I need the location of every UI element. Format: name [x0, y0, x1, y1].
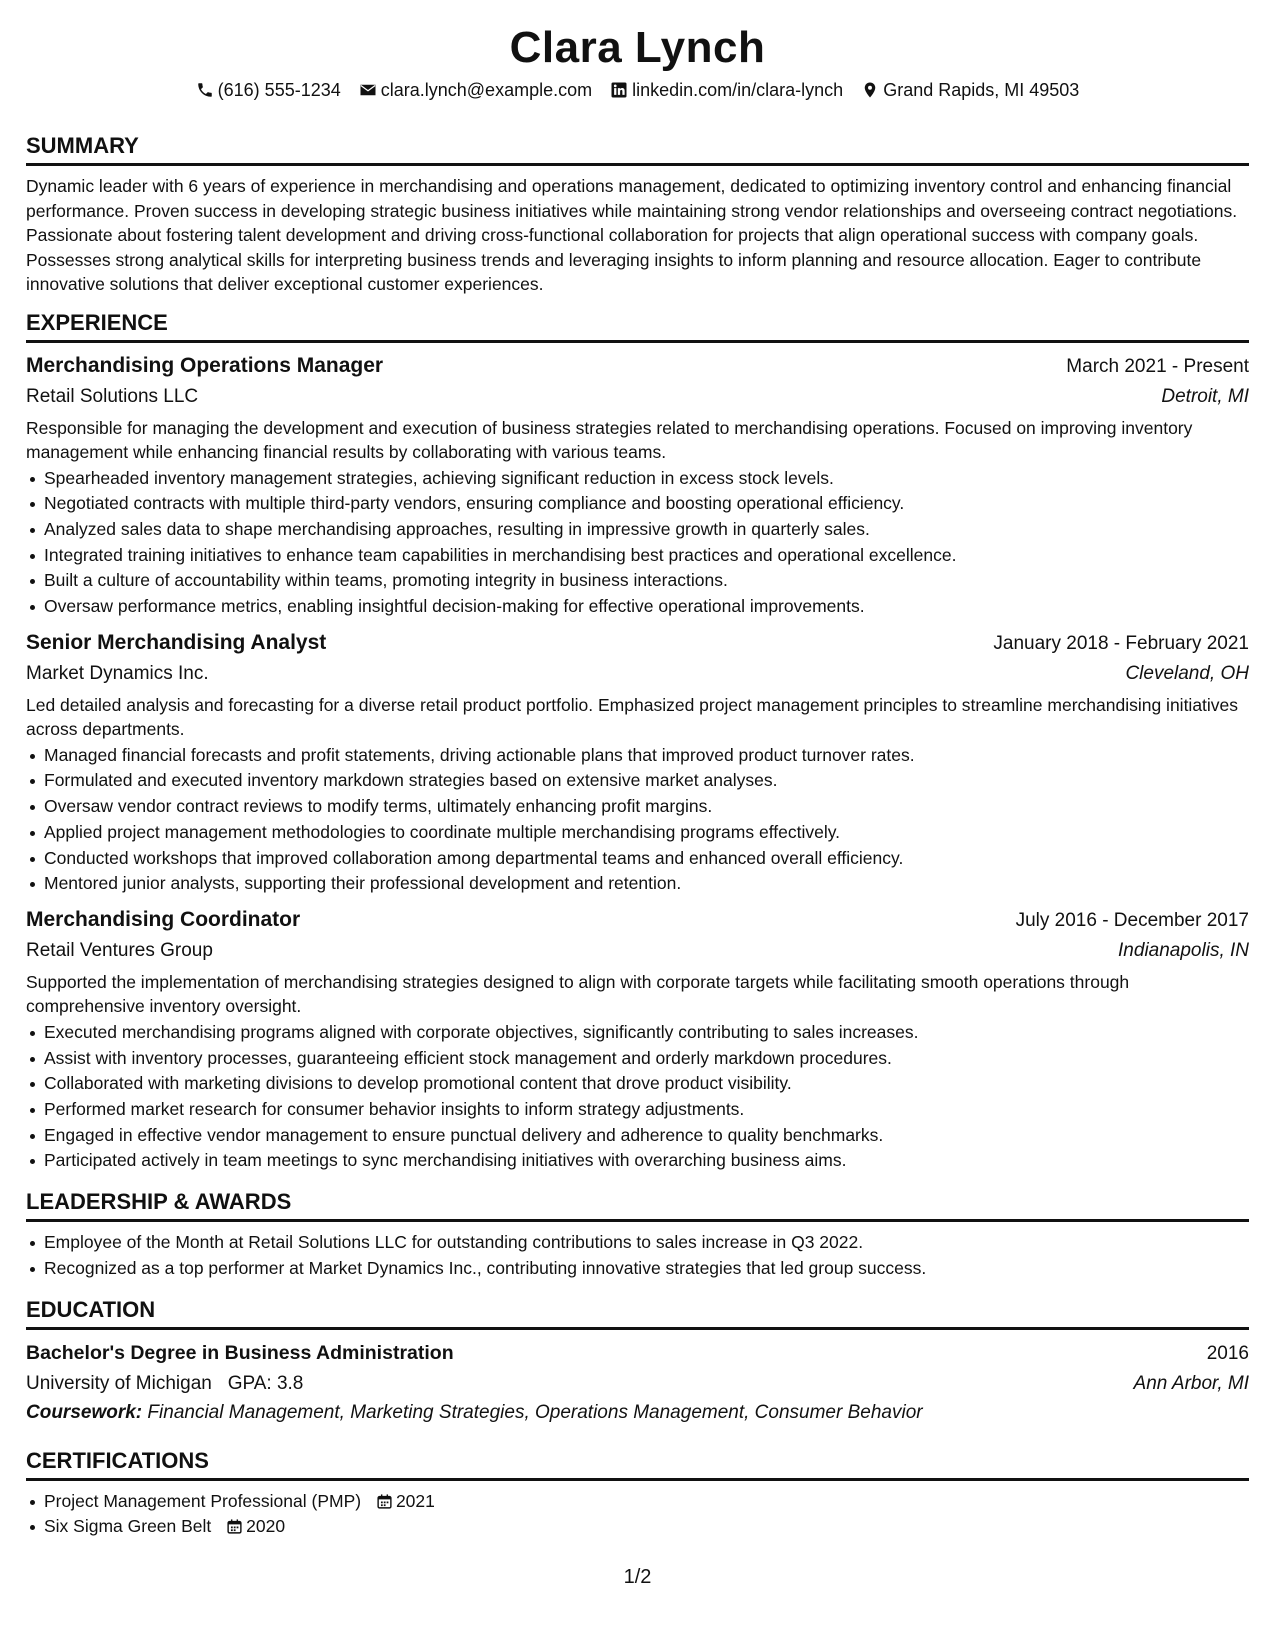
- coursework-list: Financial Management, Marketing Strategies, Operations Management, Consumer Behavior: [147, 1401, 923, 1423]
- graduation-year: 2016: [1206, 1342, 1249, 1364]
- job-location: Cleveland, OH: [1125, 662, 1249, 684]
- list-item: Integrated training initiatives to enhance team capabilities in merchandising best practices and operational excellence.: [26, 543, 1249, 569]
- contact-bar: [26, 78, 1249, 102]
- list-item: Engaged in effective vendor management to ensure punctual delivery and adherence to quality benchmarks.: [26, 1123, 1249, 1149]
- list-item: Managed financial forecasts and profit statements, driving actionable plans that improved product turnover rates.: [26, 743, 1249, 769]
- coursework-label: Coursework:: [26, 1401, 143, 1423]
- job-header-row: [26, 628, 1249, 659]
- list-item: [26, 1489, 1249, 1515]
- email-text[interactable]: clara.lynch@example.com: [380, 80, 593, 100]
- awards-list: [26, 1230, 1249, 1281]
- list-item: Participated actively in team meetings to sync merchandising initiatives with overarching business aims.: [26, 1148, 1249, 1174]
- certification-year: 2021: [395, 1490, 435, 1511]
- job-description: Supported the implementation of merchandising strategies designed to align with corporate targets while facilitating smooth operations through comprehensive inventory oversight.: [26, 971, 1130, 1017]
- certification-name: Project Management Professional (PMP): [44, 1490, 362, 1511]
- job-title: Merchandising Coordinator: [26, 907, 301, 931]
- section-title-summary: SUMMARY: [26, 133, 139, 158]
- job-company-row: [26, 659, 1249, 689]
- calendar-icon: [376, 1493, 393, 1510]
- job-description: Led detailed analysis and forecasting for a diverse retail product portfolio. Emphasized project management principles to streamline merchandising initiatives across departments.: [26, 694, 1239, 740]
- job-company: Market Dynamics Inc.: [26, 662, 209, 684]
- list-item: Oversaw performance metrics, enabling insightful decision-making for effective operational improvements.: [26, 594, 1249, 620]
- section-divider: [26, 340, 1249, 343]
- list-item: Oversaw vendor contract reviews to modify terms, ultimately enhancing profit margins.: [26, 794, 1249, 820]
- list-item: Conducted workshops that improved collaboration among departmental teams and enhanced overall efficiency.: [26, 846, 1249, 872]
- list-item: Formulated and executed inventory markdown strategies based on extensive market analyses.: [26, 768, 1249, 794]
- phone-icon: [196, 81, 214, 99]
- job-entry: [26, 628, 1249, 897]
- list-item: Negotiated contracts with multiple third-party vendors, ensuring compliance and boosting operational efficiency.: [26, 491, 1249, 517]
- education-header-row: [26, 1338, 1249, 1369]
- list-item: Analyzed sales data to shape merchandising approaches, resulting in impressive growth in quarterly sales.: [26, 517, 1249, 543]
- list-item: Collaborated with marketing divisions to develop promotional content that drove product visibility.: [26, 1071, 1249, 1097]
- job-location: Indianapolis, IN: [1118, 939, 1249, 961]
- list-item: Spearheaded inventory management strategies, achieving significant reduction in excess stock levels.: [26, 466, 1249, 492]
- location-text: Grand Rapids, MI 49503: [883, 80, 1080, 100]
- section-title-experience: EXPERIENCE: [26, 309, 168, 335]
- calendar-icon: [226, 1518, 243, 1535]
- contact-email[interactable]: [359, 78, 592, 102]
- contact-location: [861, 78, 1079, 102]
- summary-text: Dynamic leader with 6 years of experience in merchandising and operations management, dedicated to optimizing inventory control and enhancing financial performance. Proven success in developing strategic business initiatives while maintaining strong vendor relationships and overseeing contract negotiations. Passionate about fostering talent development and driving cross-functional collaboration for projects that align operational success with company goals. Possesses strong analytical skills for interpreting business trends and leveraging insights to inform planning and resource allocation. Eager to contribute innovative solutions that deliver exceptional customer experiences.: [26, 176, 1238, 294]
- linkedin-icon: [610, 81, 628, 99]
- job-header-row: [26, 905, 1249, 936]
- job-title: Senior Merchandising Analyst: [26, 630, 327, 654]
- section-divider: [26, 1327, 1249, 1330]
- job-location: Detroit, MI: [1161, 385, 1249, 407]
- job-bullets: [26, 1020, 1249, 1174]
- school-location: Ann Arbor, MI: [1133, 1372, 1249, 1394]
- map-pin-icon: [861, 81, 879, 99]
- section-divider: [26, 1219, 1249, 1222]
- job-header-row: [26, 351, 1249, 382]
- job-dates: January 2018 - February 2021: [993, 632, 1249, 654]
- list-item: Applied project management methodologies to coordinate multiple merchandising programs effectively.: [26, 820, 1249, 846]
- list-item: Built a culture of accountability within teams, promoting integrity in business interactions.: [26, 568, 1249, 594]
- job-title: Merchandising Operations Manager: [26, 353, 384, 377]
- job-company-row: [26, 936, 1249, 966]
- job-company: Retail Solutions LLC: [26, 385, 199, 407]
- section-divider: [26, 1478, 1249, 1481]
- education-school-row: [26, 1369, 1249, 1399]
- list-item: Recognized as a top performer at Market Dynamics Inc., contributing innovative strategies that led group success.: [26, 1256, 1249, 1282]
- list-item: Mentored junior analysts, supporting their professional development and retention.: [26, 871, 1249, 897]
- job-bullets: [26, 466, 1249, 620]
- section-divider: [26, 163, 1249, 166]
- list-item: Performed market research for consumer behavior insights to inform strategy adjustments.: [26, 1097, 1249, 1123]
- school-name: University of Michigan: [26, 1372, 212, 1394]
- school-info: [26, 1369, 303, 1399]
- job-entry: [26, 351, 1249, 620]
- resume-page: [26, 22, 1249, 1540]
- section-title-awards: LEADERSHIP & AWARDS: [26, 1189, 292, 1215]
- certification-year: 2020: [246, 1516, 286, 1537]
- gpa: GPA: 3.8: [227, 1372, 304, 1394]
- contact-phone: [196, 78, 341, 102]
- page-number: 1/2: [623, 1566, 652, 1588]
- linkedin-text[interactable]: linkedin.com/in/clara-lynch: [632, 80, 844, 100]
- coursework: [26, 1399, 1249, 1427]
- section-title-certifications: CERTIFICATIONS: [26, 1447, 209, 1473]
- envelope-icon: [359, 81, 377, 99]
- phone-text: (616) 555-1234: [217, 80, 341, 100]
- job-bullets: [26, 743, 1249, 897]
- degree: Bachelor's Degree in Business Administration: [26, 1341, 454, 1364]
- list-item: Executed merchandising programs aligned with corporate objectives, significantly contributing to sales increases.: [26, 1020, 1249, 1046]
- job-entry: [26, 905, 1249, 1174]
- list-item: Employee of the Month at Retail Solutions LLC for outstanding contributions to sales increase in Q3 2022.: [26, 1230, 1249, 1256]
- list-item: Assist with inventory processes, guaranteeing efficient stock management and orderly markdown procedures.: [26, 1046, 1249, 1072]
- contact-linkedin[interactable]: [610, 78, 843, 102]
- job-dates: March 2021 - Present: [1066, 355, 1249, 377]
- candidate-name: Clara Lynch: [509, 23, 766, 72]
- section-title-education: EDUCATION: [26, 1296, 156, 1322]
- job-description: Responsible for managing the development and execution of business strategies related to merchandising operations. Focused on improving inventory management while enhancing financial results by collaborating with various teams.: [26, 417, 1193, 462]
- list-item: [26, 1514, 1249, 1540]
- job-dates: July 2016 - December 2017: [1015, 909, 1249, 931]
- job-company: Retail Ventures Group: [26, 939, 213, 961]
- job-company-row: [26, 382, 1249, 412]
- certifications-list: [26, 1489, 1249, 1540]
- certification-name: Six Sigma Green Belt: [44, 1516, 212, 1537]
